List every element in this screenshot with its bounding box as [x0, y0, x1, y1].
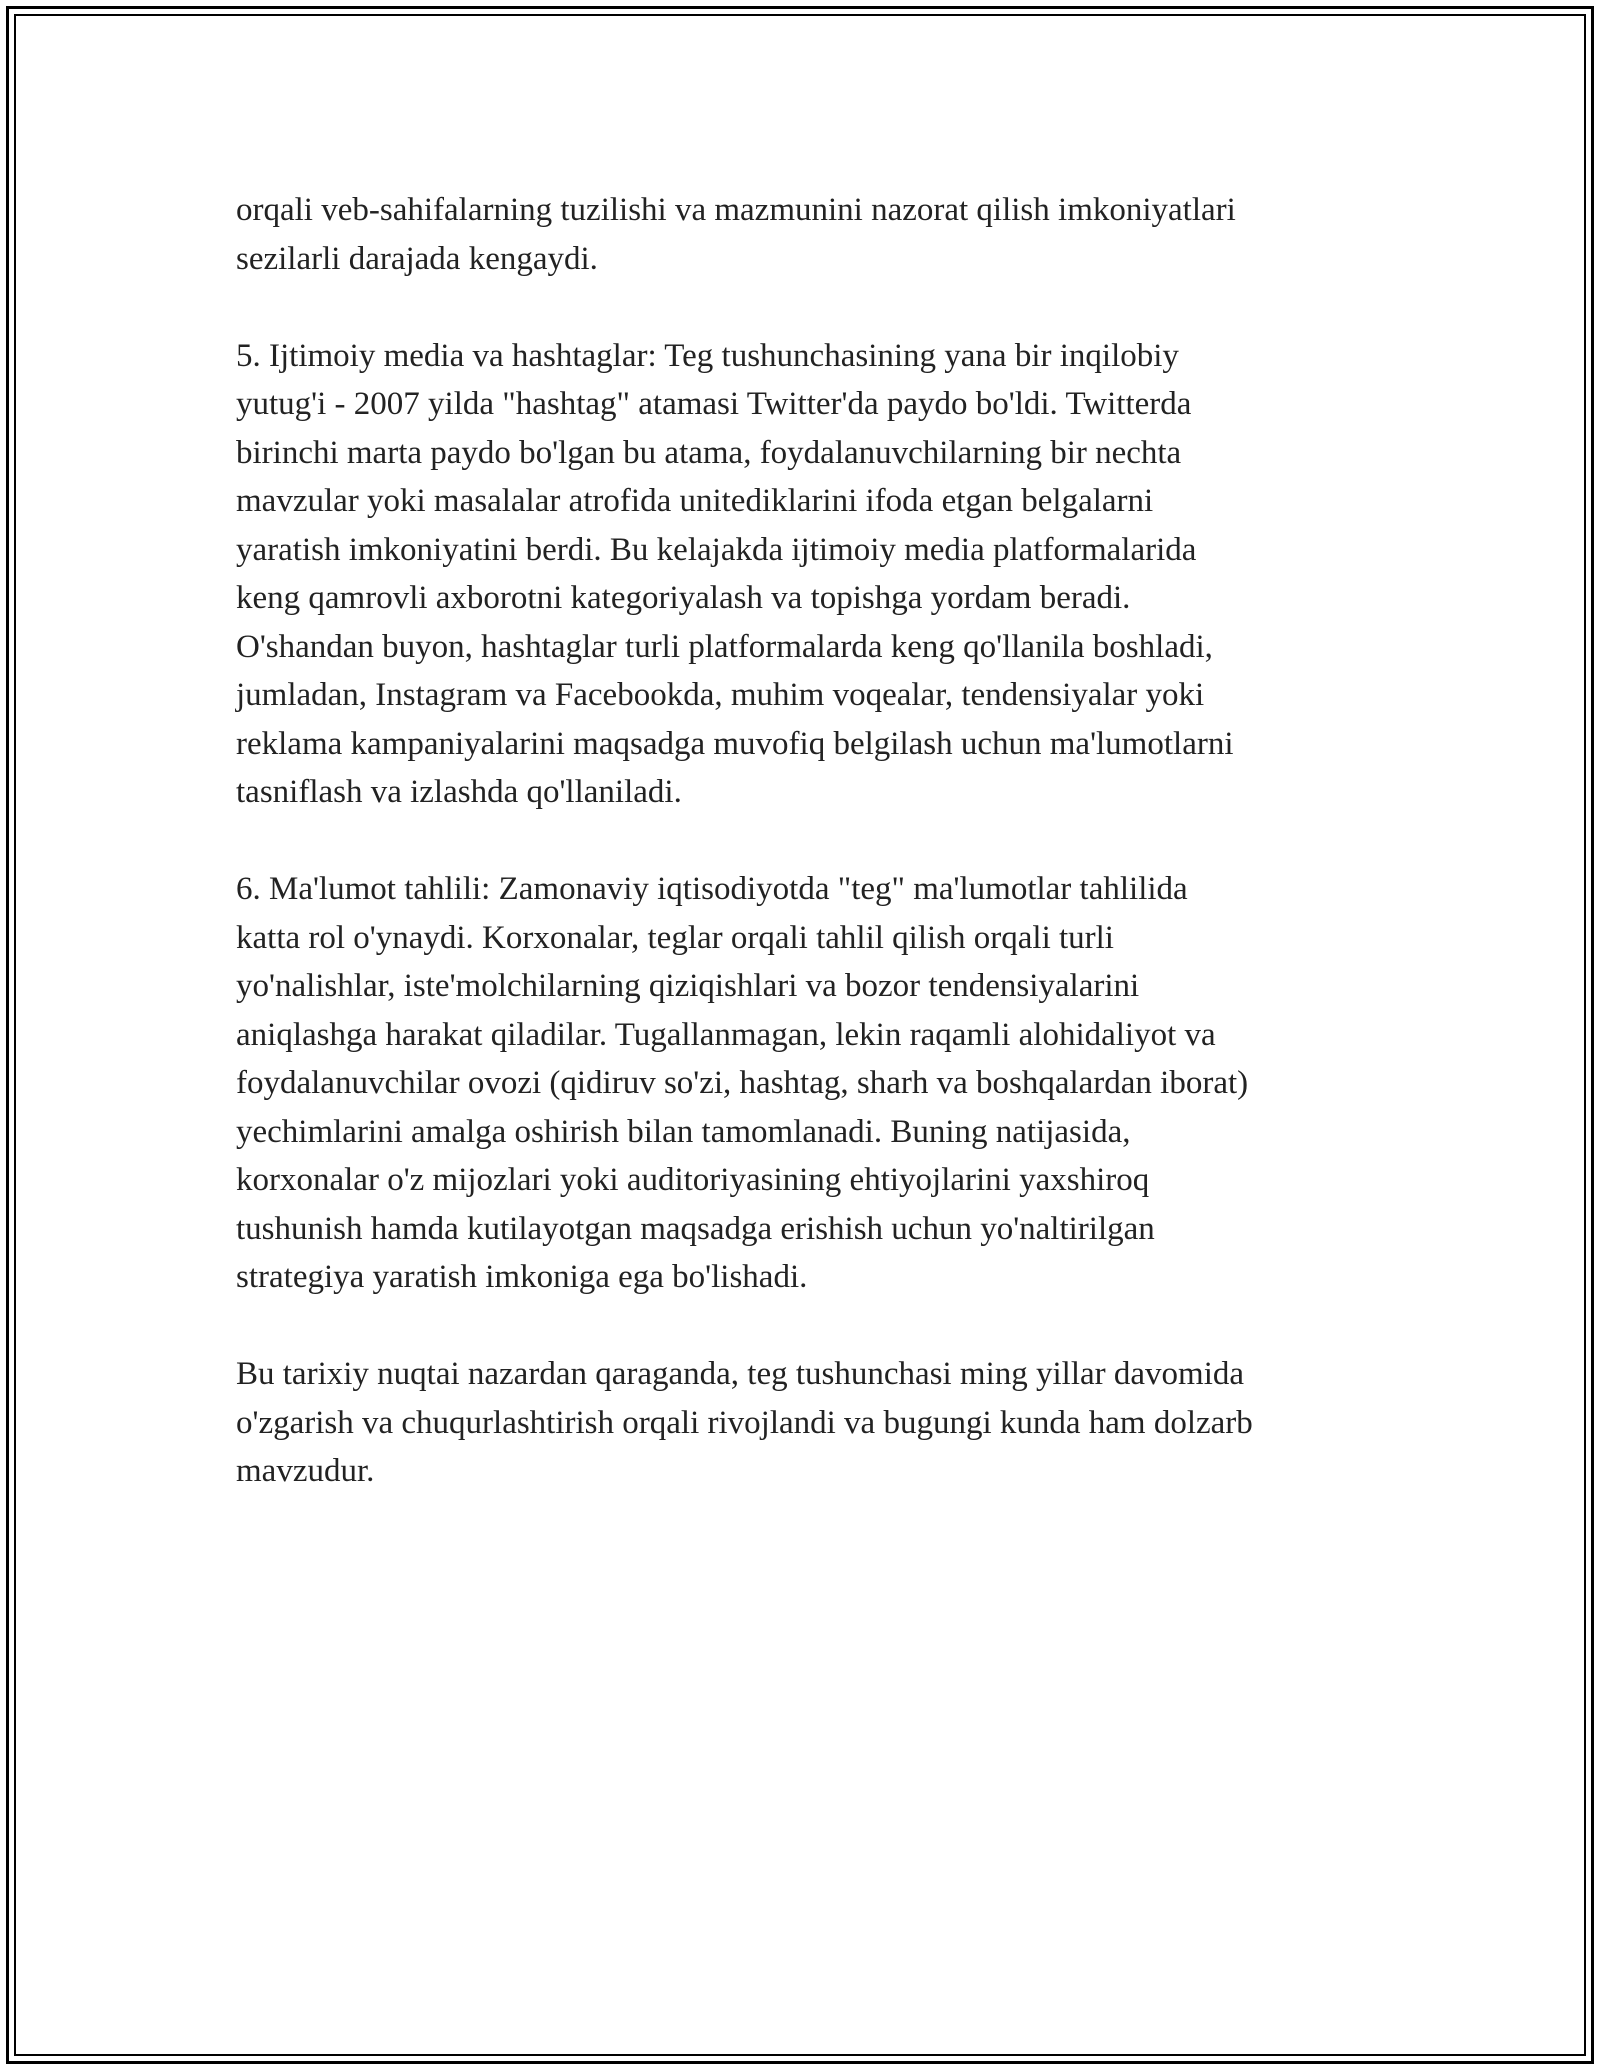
paragraph-data-analysis: 6. Ma'lumot tahlili: Zamonaviy iqtisodiyotda "teg" ma'lumotlar tahlilida katta rol o'ynaydi. Korxonalar, teglar orqali tahlil qilish orqali turli yo'nalishlar, iste'molchilarning qiziqishlari va bozor tendensiyalarini aniqlashga harakat qiladilar. Tugallanmagan, lekin raqamli alohidaliyot va foydalanuvchilar ovozi (qidiruv so'zi, hashtag, sharh va boshqalardan iborat) yechimlarini amalga oshirish bilan tamomlanadi. Buning natijasida, korxonalar o'z mijozlari yoki auditoriyasining ehtiyojlarini yaxshiroq tushunish hamda kutilayotgan maqsadga erishish uchun yo'naltirilgan strategiya yaratish imkoniga ega bo'lishadi.	[236, 871, 1249, 1295]
paragraph-conclusion: Bu tarixiy nuqtai nazardan qaraganda, teg tushunchasi ming yillar davomida o'zgarish va chuqurlashtirish orqali rivojlandi va bugungi kunda ham dolzarb mavzudur.	[236, 1356, 1253, 1489]
paragraph-intro-continuation: orqali veb-sahifalarning tuzilishi va mazmunini nazorat qilish imkoniyatlari sezilarli darajada kengaydi.	[236, 192, 1236, 277]
paragraph-social-media-hashtags: 5. Ijtimoiy media va hashtaglar: Teg tushunchasining yana bir inqilobiy yutug'i - 2007 yilda "hashtag" atamasi Twitter'da paydo bo'ldi. Twitterda birinchi marta paydo bo'lgan bu atama, foydalanuvchilarning bir nechta mavzular yoki masalalar atrofida unitediklarini ifoda etgan belgalarni yaratish imkoniyatini berdi. Bu kelajakda ijtimoiy media platformalarida keng qamrovli axborotni kategoriyalash va topishga yordam beradi. O'shandan buyon, hashtaglar turli platformalarda keng qo'llanila boshladi, jumladan, Instagram va Facebookda, muhim voqealar, tendensiyalar yoki reklama kampaniyalarini maqsadga muvofiq belgilash uchun ma'lumotlarni tasniflash va izlashda qo'llaniladi.	[236, 337, 1234, 810]
document-body	[236, 186, 1406, 1544]
